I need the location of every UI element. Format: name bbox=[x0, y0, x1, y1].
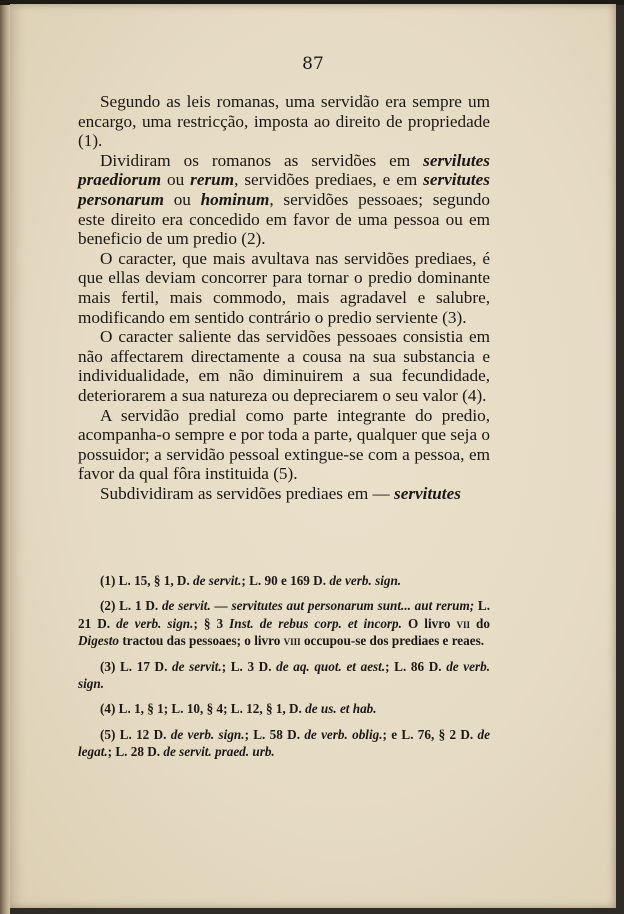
text-run: viii bbox=[283, 633, 301, 649]
italic-run: de servit. bbox=[172, 658, 222, 674]
italic-run: de verb. oblig. bbox=[304, 726, 383, 742]
italic-run: hominum bbox=[200, 189, 270, 209]
footnote-4 bbox=[78, 700, 490, 718]
text-run: (2) L. 1 D. bbox=[100, 598, 162, 614]
italic-run: de legat. bbox=[78, 726, 490, 760]
text-run: ou bbox=[161, 170, 191, 190]
text-run: A servidão predial como parte integrante do predio, acompanha-o sempre e por toda a parte, qualquer que seja o possuidor; a servidão pessoal extingue-se com a pessoa, em favor da qual fôra instituida (5). bbox=[78, 405, 490, 484]
italic-run: de verb. sign. bbox=[170, 726, 245, 742]
text-run: (4) L. 1, § 1; L. 10, § 4; L. 12, § 1, D. bbox=[100, 701, 306, 717]
italic-run: Digesto bbox=[78, 633, 120, 649]
text-run: O livro bbox=[401, 615, 457, 631]
book-page bbox=[10, 4, 616, 908]
text-run: Segundo as leis romanas, uma servidão era sempre um encargo, uma restricção, imposta ao direito de propriedade (1). bbox=[78, 92, 490, 151]
italic-run: de aq. quot. et aest. bbox=[276, 658, 386, 674]
book-spine-edge bbox=[0, 0, 10, 914]
italic-run: de verb. sign. bbox=[78, 658, 490, 692]
footnote-3 bbox=[78, 658, 490, 693]
text-run: Dividiram os romanos as servidões em bbox=[100, 150, 424, 170]
text-run: O caracter saliente das servidões pessoaes consistia em não affectarem directamente a cousa na sua substancia e individualidade, em não diminuirem a sua fecundidade, deteriorarem a sua natureza ou depreciarem o seu valor (4). bbox=[78, 327, 490, 405]
text-run: tractou das pessoaes; o livro bbox=[119, 633, 284, 649]
footnote-1 bbox=[78, 572, 490, 590]
italic-run: rerum bbox=[190, 170, 235, 190]
paragraph-5 bbox=[78, 406, 490, 484]
text-run: ; L. 3 D. bbox=[221, 658, 277, 674]
italic-run: Inst. de rebus corp. et incorp. bbox=[229, 615, 402, 631]
text-run: do bbox=[470, 615, 490, 631]
text-run: , servidões pessoaes; segundo este direito era concedido em favor de uma pessoa ou em beneficio de um predio (2). bbox=[78, 189, 490, 249]
text-run: , servidões prediaes, e em bbox=[234, 170, 424, 190]
italic-run: de servit. bbox=[193, 573, 242, 588]
italic-run: servilutes praediorum bbox=[78, 150, 490, 190]
italic-run: servitutes personarum bbox=[78, 170, 490, 209]
text-run: occupou-se dos prediaes e reaes. bbox=[300, 633, 485, 649]
text-run: ; L. 86 D. bbox=[385, 658, 447, 674]
text-run: ; L. 28 D. bbox=[107, 744, 164, 760]
text-run: (3) L. 17 D. bbox=[100, 658, 173, 674]
text-run: L. 21 D. bbox=[78, 598, 491, 631]
paragraph-4 bbox=[78, 327, 490, 405]
main-text-block bbox=[78, 92, 490, 503]
text-run: ; L. 58 D. bbox=[244, 726, 305, 742]
paragraph-3 bbox=[78, 249, 490, 327]
italic-run: de verb. sign. bbox=[116, 615, 194, 631]
italic-run: de servit. praed. urb. bbox=[163, 744, 275, 760]
text-run: (1) L. 15, § 1, D. bbox=[100, 573, 194, 588]
paragraph-1 bbox=[78, 92, 490, 151]
text-run: vii bbox=[456, 615, 470, 631]
footnote-5 bbox=[78, 726, 490, 761]
text-run: O caracter, que mais avultava nas servidões prediaes, é que ellas deviam concorrer para tornar o predio dominante mais fertil, mais commodo, mais agradavel e salubre, modificando em sentido contrário o predio serviente (3). bbox=[78, 248, 490, 327]
italic-run: de us. et hab. bbox=[305, 701, 377, 717]
text-run: (5) L. 12 D. bbox=[100, 726, 171, 742]
footnotes-block bbox=[78, 572, 490, 768]
italic-run: de servit. — servitutes aut personarum sunt... aut rerum; bbox=[161, 598, 475, 614]
footnote-2 bbox=[78, 597, 490, 650]
text-run: Subdividiram as servidões prediaes em — bbox=[100, 483, 395, 503]
text-run: ou bbox=[163, 189, 201, 209]
italic-run: servitutes bbox=[394, 483, 461, 503]
page-number: 87 bbox=[302, 54, 324, 74]
text-run: ; L. 90 e 169 D. bbox=[241, 573, 330, 588]
text-run: ; § 3 bbox=[193, 615, 230, 631]
paragraph-2 bbox=[78, 151, 490, 249]
text-run: ; e L. 76, § 2 D. bbox=[382, 726, 478, 742]
italic-run: de verb. sign. bbox=[329, 573, 402, 588]
paragraph-6 bbox=[78, 484, 490, 504]
